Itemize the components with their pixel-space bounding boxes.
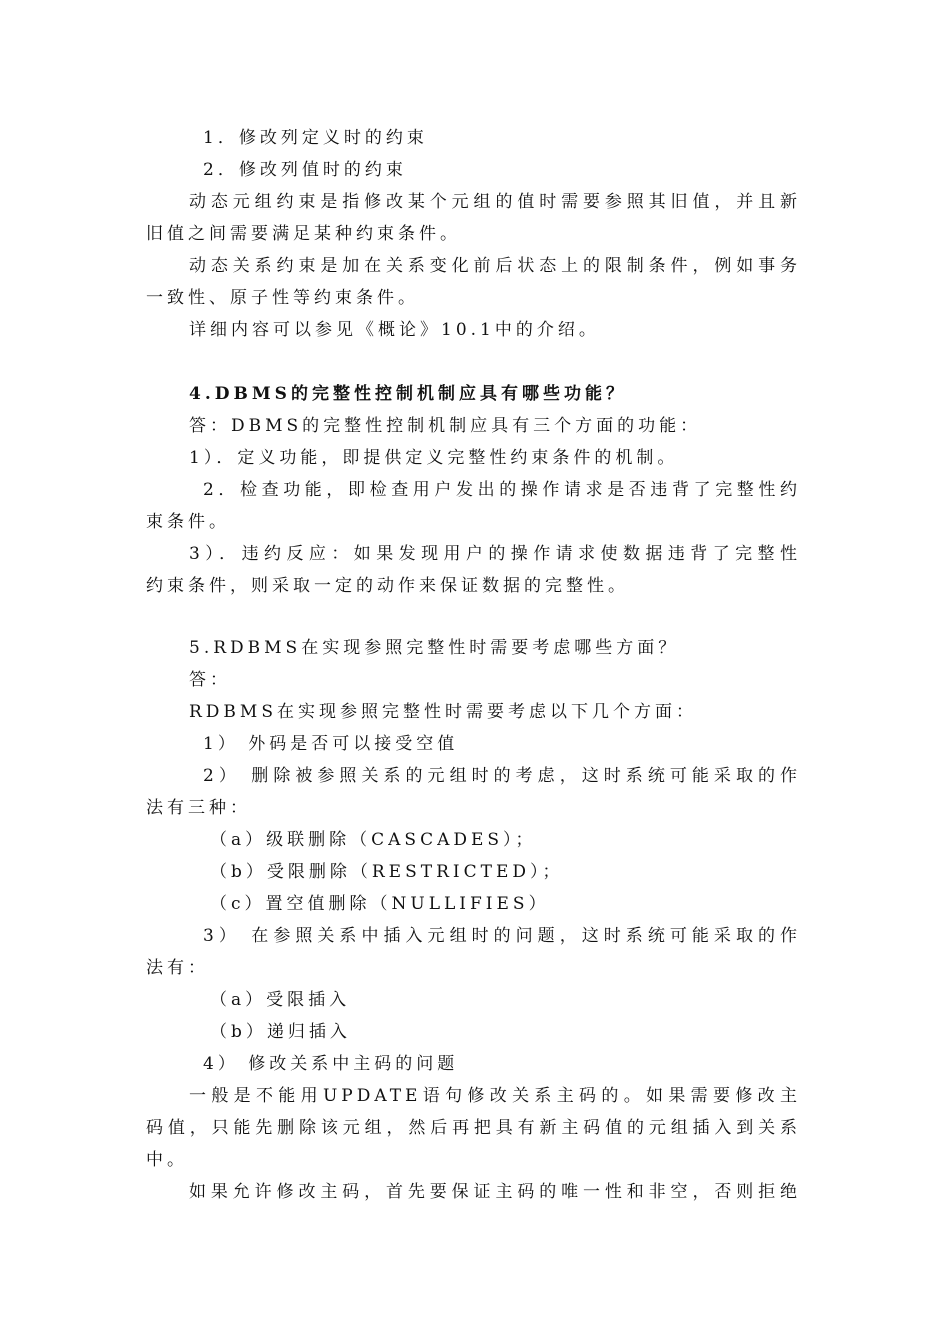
text-line: 如果允许修改主码，首先要保证主码的唯一性和非空，否则拒绝 [189,1182,801,1202]
question-heading: 4.DBMS的完整性控制机制应具有哪些功能？ [189,384,627,404]
text-line: 1．修改列定义时的约束 [203,128,428,148]
answer-line: 答： [189,670,231,690]
text-line: 1）．定义功能，即提供定义完整性约束条件的机制。 [189,448,679,468]
sub-list-item: （a）受限插入 [210,990,351,1010]
answer-line: 答：DBMS的完整性控制机制应具有三个方面的功能： [189,416,702,436]
text-line: 动态关系约束是加在关系变化前后状态上的限制条件，例如事务 [189,256,801,276]
text-line: 旧值之间需要满足某种约束条件。 [146,224,461,244]
sub-list-item: （b）递归插入 [210,1022,351,1042]
question-heading: 5.RDBMS在实现参照完整性时需要考虑哪些方面？ [189,638,680,658]
sub-list-item: （a）级联删除（CASCADES）； [210,830,537,850]
text-line: 2．修改列值时的约束 [203,160,407,180]
text-line: 2．检查功能，即检查用户发出的操作请求是否违背了完整性约 [203,480,801,500]
list-item: 4） 修改关系中主码的问题 [203,1054,459,1074]
list-item: 2） 删除被参照关系的元组时的考虑，这时系统可能采取的作 [203,766,801,786]
list-item: 3） 在参照关系中插入元组时的问题，这时系统可能采取的作 [203,926,801,946]
list-item: 1） 外码是否可以接受空值 [203,734,459,754]
text-line: 码值，只能先删除该元组，然后再把具有新主码值的元组插入到关系 [146,1118,801,1138]
sub-list-item: （b）受限删除（RESTRICTED）； [210,862,564,882]
text-line: 详细内容可以参见《概论》10.1中的介绍。 [189,320,600,340]
text-line: 束条件。 [146,512,230,532]
text-line: 3）．违约反应：如果发现用户的操作请求使数据违背了完整性 [189,544,801,564]
text-line: 一般是不能用UPDATE语句修改关系主码的。如果需要修改主 [189,1086,801,1106]
text-line: 法有： [146,958,209,978]
text-line: 法有三种： [146,798,251,818]
text-line: 约束条件，则采取一定的动作来保证数据的完整性。 [146,576,629,596]
text-line: 中。 [146,1150,188,1170]
text-line: 动态元组约束是指修改某个元组的值时需要参照其旧值，并且新 [189,192,801,212]
text-line: 一致性、原子性等约束条件。 [146,288,419,308]
text-line: RDBMS在实现参照完整性时需要考虑以下几个方面： [189,702,697,722]
sub-list-item: （c）置空值删除（NULLIFIES） [210,894,550,914]
